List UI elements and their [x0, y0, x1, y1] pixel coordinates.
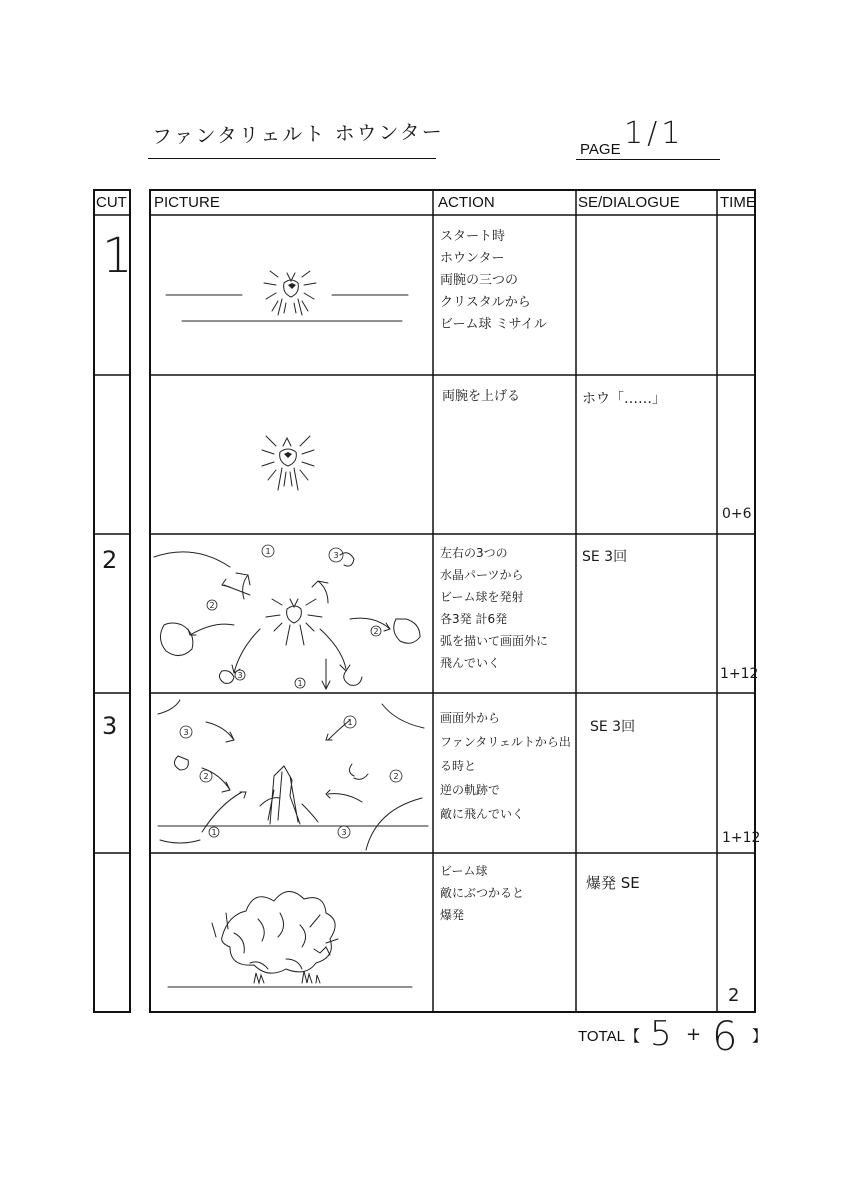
header-action: ACTION: [438, 194, 495, 211]
sketch-label: 3: [183, 728, 189, 737]
sketch-label: 3: [237, 671, 243, 680]
sketch-labels-3: [209, 547, 378, 688]
action-text-4: 画面外から ファンタリェルトから出る時と 逆の軌跡で 敵に飛んでいく: [440, 711, 571, 821]
cut-number-1: 1: [102, 228, 133, 284]
picture-sketch-2: [150, 376, 432, 533]
total-seconds: 5: [650, 1014, 672, 1054]
page-number: 1/1: [624, 116, 685, 151]
sketch-label: 1: [347, 718, 353, 727]
time-text-5: 2: [728, 985, 740, 1006]
picture-sketch-4: [150, 694, 432, 851]
action-text-5: ビーム球 敵にぶつかると 爆発: [440, 864, 525, 922]
se-text-5: 爆発 SE: [586, 874, 640, 892]
storyboard-title: ファンタリェルト ホウンター: [151, 119, 444, 149]
total-label: TOTAL【: [578, 1028, 640, 1045]
sketch-label: 3: [341, 828, 347, 837]
total-close-bracket: 】: [752, 1028, 768, 1045]
action-text-2: 両腕を上げる: [442, 389, 521, 404]
se-text-2: ホウ「……」: [582, 391, 666, 407]
page-underline: [576, 159, 720, 160]
cut-number-3: 2: [102, 546, 118, 574]
sketch-label: 1: [265, 547, 271, 556]
picture-sketch-3: [150, 535, 432, 692]
header-cut: CUT: [96, 194, 127, 211]
sketch-label: 3: [333, 551, 339, 560]
header-picture: PICTURE: [154, 194, 220, 211]
time-text-2: 0+6: [722, 506, 752, 522]
title-underline: [148, 158, 436, 159]
picture-sketch-1: [150, 217, 432, 374]
cut-number-4: 3: [102, 712, 118, 740]
action-text-1: スタート時 ホウンター 両腕の三つの クリスタルから ビーム球 ミサイル: [440, 229, 547, 332]
se-text-4: SE 3回: [590, 719, 636, 735]
time-text-3: 1+12: [720, 666, 759, 682]
total-plus: +: [686, 1024, 702, 1045]
sketch-label: 2: [203, 772, 209, 781]
header-se-dialogue: SE/DIALOGUE: [578, 194, 680, 211]
se-text-3: SE 3回: [582, 549, 628, 565]
action-text-3: 左右の3つの 水晶パーツから ビーム球を発射 各3発 計6発 弧を描いて画面外に 飛んでいく: [440, 546, 549, 670]
time-text-4: 1+12: [722, 830, 761, 846]
sketch-label: 1: [297, 679, 303, 688]
sketch-label: 2: [373, 627, 379, 636]
picture-sketch-5: [150, 853, 432, 1010]
header-time: TIME: [720, 194, 756, 211]
total-frames: 6: [712, 1014, 738, 1060]
sketch-label: 2: [393, 772, 399, 781]
sketch-label: 2: [209, 601, 215, 610]
page-label: PAGE: [580, 141, 621, 158]
sketch-label: 1: [211, 828, 217, 837]
